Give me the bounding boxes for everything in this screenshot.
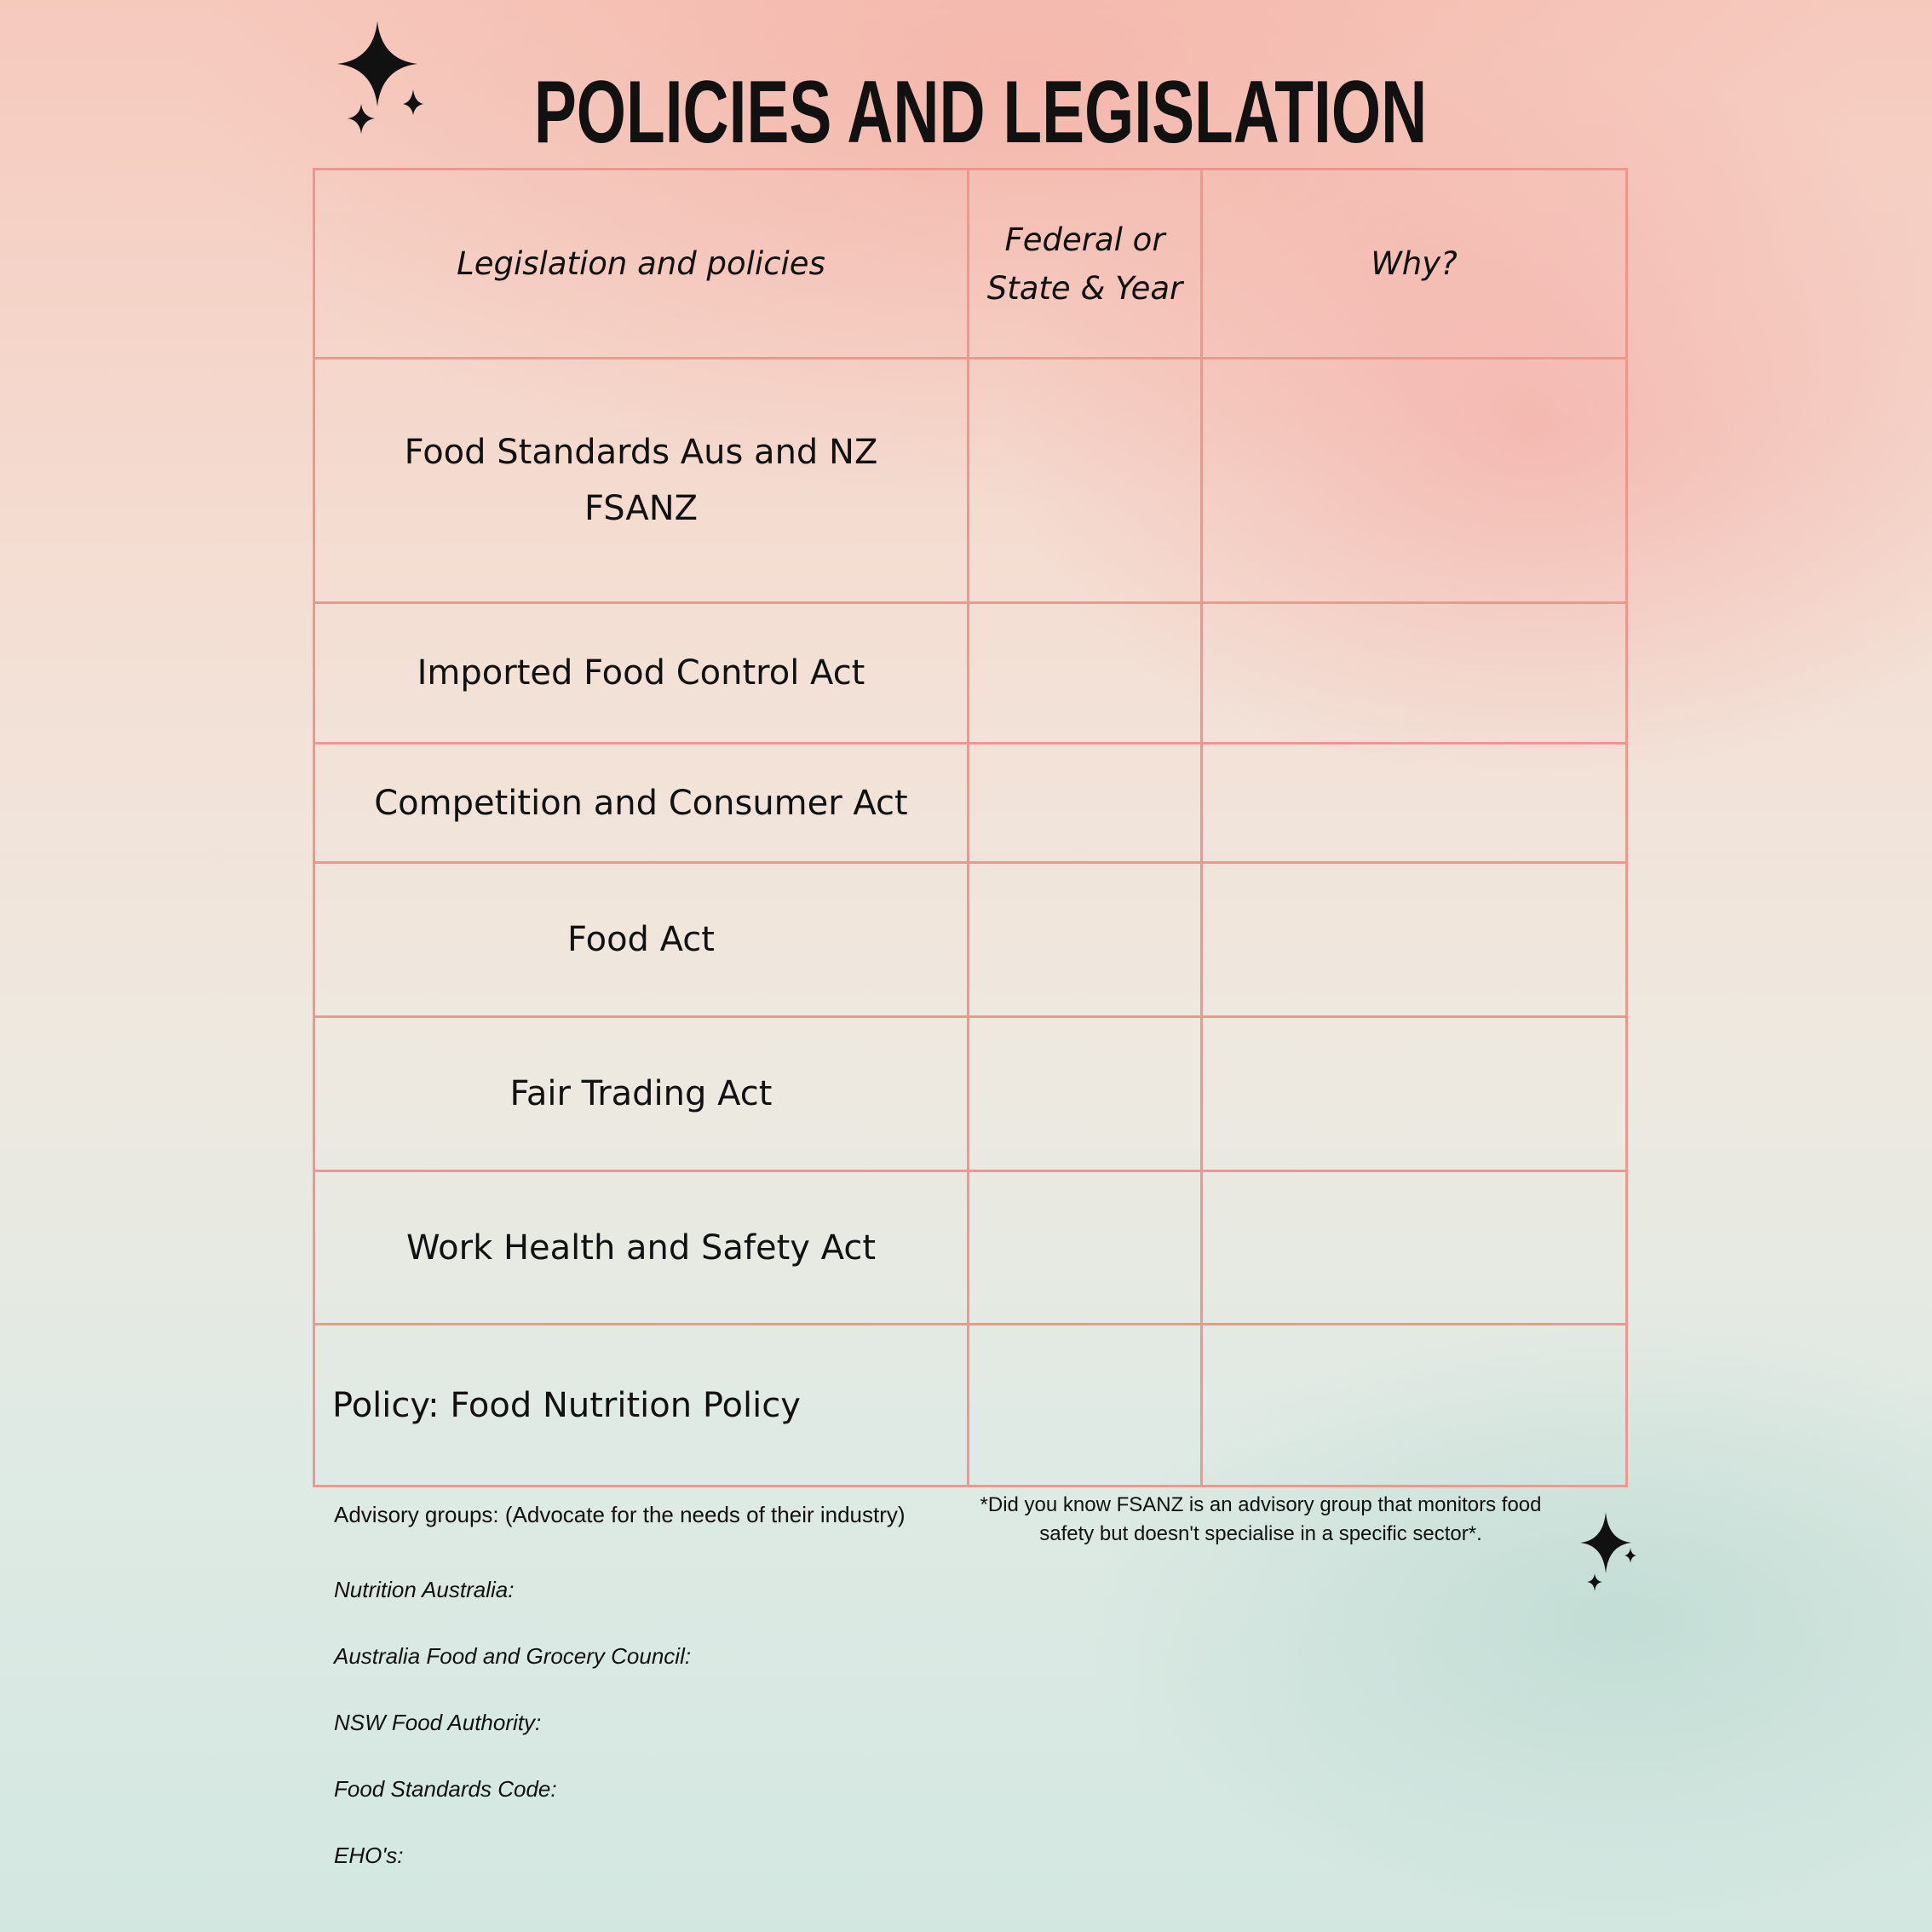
- why-cell[interactable]: [1202, 1171, 1627, 1325]
- table-row: [314, 359, 1627, 603]
- sparkle-icon: [1572, 1512, 1640, 1597]
- legislation-name: Fair Trading Act: [314, 1017, 969, 1171]
- header-why: Why?: [1202, 170, 1627, 359]
- fsanz-note: *Did you know FSANZ is an advisory group that monitors food safety but doesn't specialise in a specific sector*.: [980, 1493, 1542, 1545]
- legislation-name: Imported Food Control Act: [314, 603, 969, 744]
- why-cell[interactable]: [1202, 1325, 1627, 1486]
- page-title: POLICIES AND LEGISLATION: [533, 63, 1428, 162]
- legislation-name: Work Health and Safety Act: [314, 1171, 969, 1325]
- table-row: [314, 863, 1627, 1017]
- table-row: [314, 1017, 1627, 1171]
- federal-state-cell[interactable]: [969, 1017, 1202, 1171]
- legislation-name: Policy: Food Nutrition Policy: [314, 1325, 969, 1486]
- why-cell[interactable]: [1202, 1017, 1627, 1171]
- why-cell[interactable]: [1202, 603, 1627, 744]
- federal-state-cell[interactable]: [969, 863, 1202, 1017]
- row-legislation-cell: [314, 359, 969, 603]
- table-header-row: [314, 170, 1627, 359]
- federal-state-cell[interactable]: [969, 603, 1202, 744]
- advisory-item: Nutrition Australia:: [334, 1577, 515, 1602]
- federal-state-cell[interactable]: [969, 359, 1202, 603]
- advisory-item: EHO's:: [334, 1843, 404, 1868]
- legislation-name: Food Standards Aus and NZ: [404, 433, 878, 472]
- legislation-abbrev: FSANZ: [584, 489, 699, 528]
- federal-state-cell[interactable]: [969, 1325, 1202, 1486]
- advisory-item: NSW Food Authority:: [334, 1710, 542, 1735]
- table-row: [314, 1171, 1627, 1325]
- advisory-heading: Advisory groups: (Advocate for the needs of their industry): [334, 1502, 906, 1527]
- header-legislation: Legislation and policies: [314, 170, 969, 359]
- why-cell[interactable]: [1202, 359, 1627, 603]
- legislation-name: Food Act: [314, 863, 969, 1017]
- advisory-item: Australia Food and Grocery Council:: [334, 1643, 692, 1669]
- federal-state-cell[interactable]: [969, 744, 1202, 863]
- why-cell[interactable]: [1202, 744, 1627, 863]
- why-cell[interactable]: [1202, 863, 1627, 1017]
- table-row: [314, 744, 1627, 863]
- table-row: [314, 1325, 1627, 1486]
- legislation-name: Competition and Consumer Act: [314, 744, 969, 863]
- federal-state-cell[interactable]: [969, 1171, 1202, 1325]
- legislation-table: [313, 168, 1628, 1487]
- header-federal-state-year: Federal or State & Year: [969, 170, 1202, 359]
- table-row: [314, 603, 1627, 744]
- advisory-item: Food Standards Code:: [334, 1776, 557, 1802]
